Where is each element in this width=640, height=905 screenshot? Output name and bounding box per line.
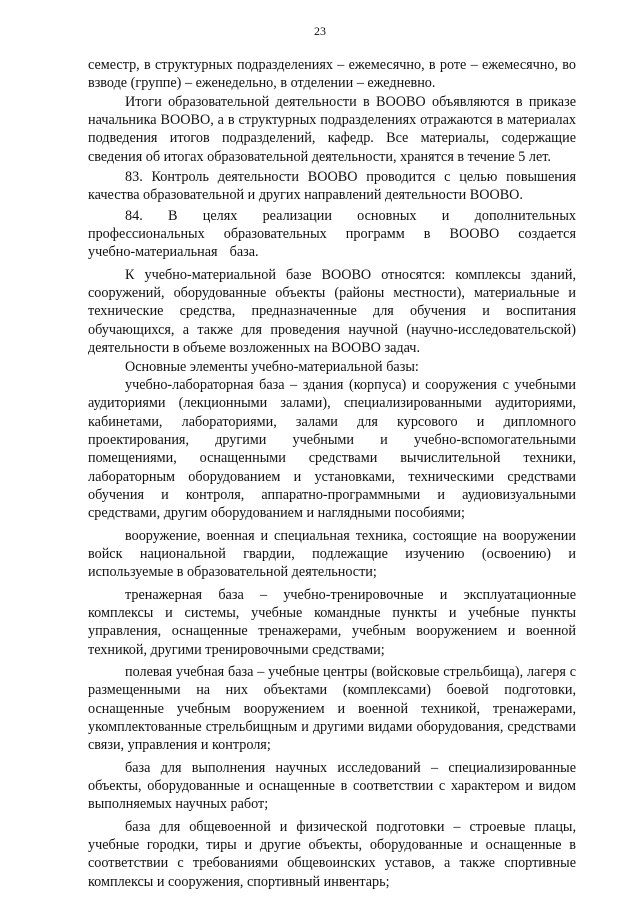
paragraph-item-83: 83. Контроль деятельности ВООВО проводится с целью повышения качества образовательной и других направлений деятельности ВООВО. [88,169,576,204]
list-item-research-base: база для выполнения научных исследований – специализированные объекты, оборудованные и оснащенные в соответствии с характером и видом выполняемых научных работ; [88,759,576,813]
paragraph-item-84: 84. В целях реализации основных и дополнительных профессиональных образовательных программ в ВООВО создается учебно-материальная база. [88,207,576,261]
list-item-physical-training-base: база для общевоенной и физической подготовки – строевые плацы, учебные городки, тиры и другие объекты, оборудованные и оснащенные в соответствии с требованиями общевоинских уставов, а также спортивные комплексы и сооружения, спортивный инвентарь; [88,818,576,890]
paragraph-material-base-definition: К учебно-материальной базе ВООВО относятся: комплексы зданий, сооружений, оборудованные объекты (районы местности), материальные и технические средства, предназначенные для обучения и воспитания обучающихся, а также для проведения научной (научно-исследовательской) деятельности в объеме возложенных на ВООВО задач. [88,266,576,357]
document-body [88,56,576,891]
paragraph-main-elements-heading: Основные элементы учебно-материальной базы: [125,358,419,375]
list-item-simulator-base: тренажерная база – учебно-тренировочные и эксплуатационные комплексы и системы, учебные командные пункты и учебные пункты управления, оснащенные тренажерами, учебным вооружением и военной техникой, другими тренировочными средствами; [88,586,576,658]
list-item-field-training-base: полевая учебная база – учебные центры (войсковые стрельбища), лагеря с размещенными на них объектами (комплексами) боевой подготовки, оснащенные учебным вооружением и военной техникой, тренажерами, укомплектованные стрельбищным и другими видами оборудования, средствами связи, управления и контроля; [88,664,576,754]
list-item-weapons-equipment: вооружение, военная и специальная техника, состоящие на вооружении войск национальной гвардии, подлежащие изучению (освоению) и используемые в образовательной деятельности; [88,527,576,581]
paragraph-reporting-schedule: семестр, в структурных подразделениях – ежемесячно, в роте – ежемесячно, во взводе (группе) – еженедельно, в отделении – ежедневно. [88,57,576,92]
list-item-laboratory-base: учебно-лабораторная база – здания (корпуса) и сооружения с учебными аудиториями (лекционными залами), специализированными аудиториями, кабинетами, лабораториями, залами для курсового и дипломного проектирования, другими учебными и учебно-вспомогательными помещениями, оснащенными средствами вычислительной техники, лабораторным оборудованием и установками, техническими средствами обучения и контроля, аппаратно-программными и аудиовизуальными средствами, другим оборудованием и наглядными пособиями; [88,376,576,522]
page-number: 23 [314,24,326,38]
paragraph-results-announcement: Итоги образовательной деятельности в ВООВО объявляются в приказе начальника ВООВО, а в структурных подразделениях отражаются в материалах подведения итогов подразделений, кафедр. Все материалы, содержащие сведения об итогах образовательной деятельности, хранятся в течение 5 лет. [88,93,576,165]
